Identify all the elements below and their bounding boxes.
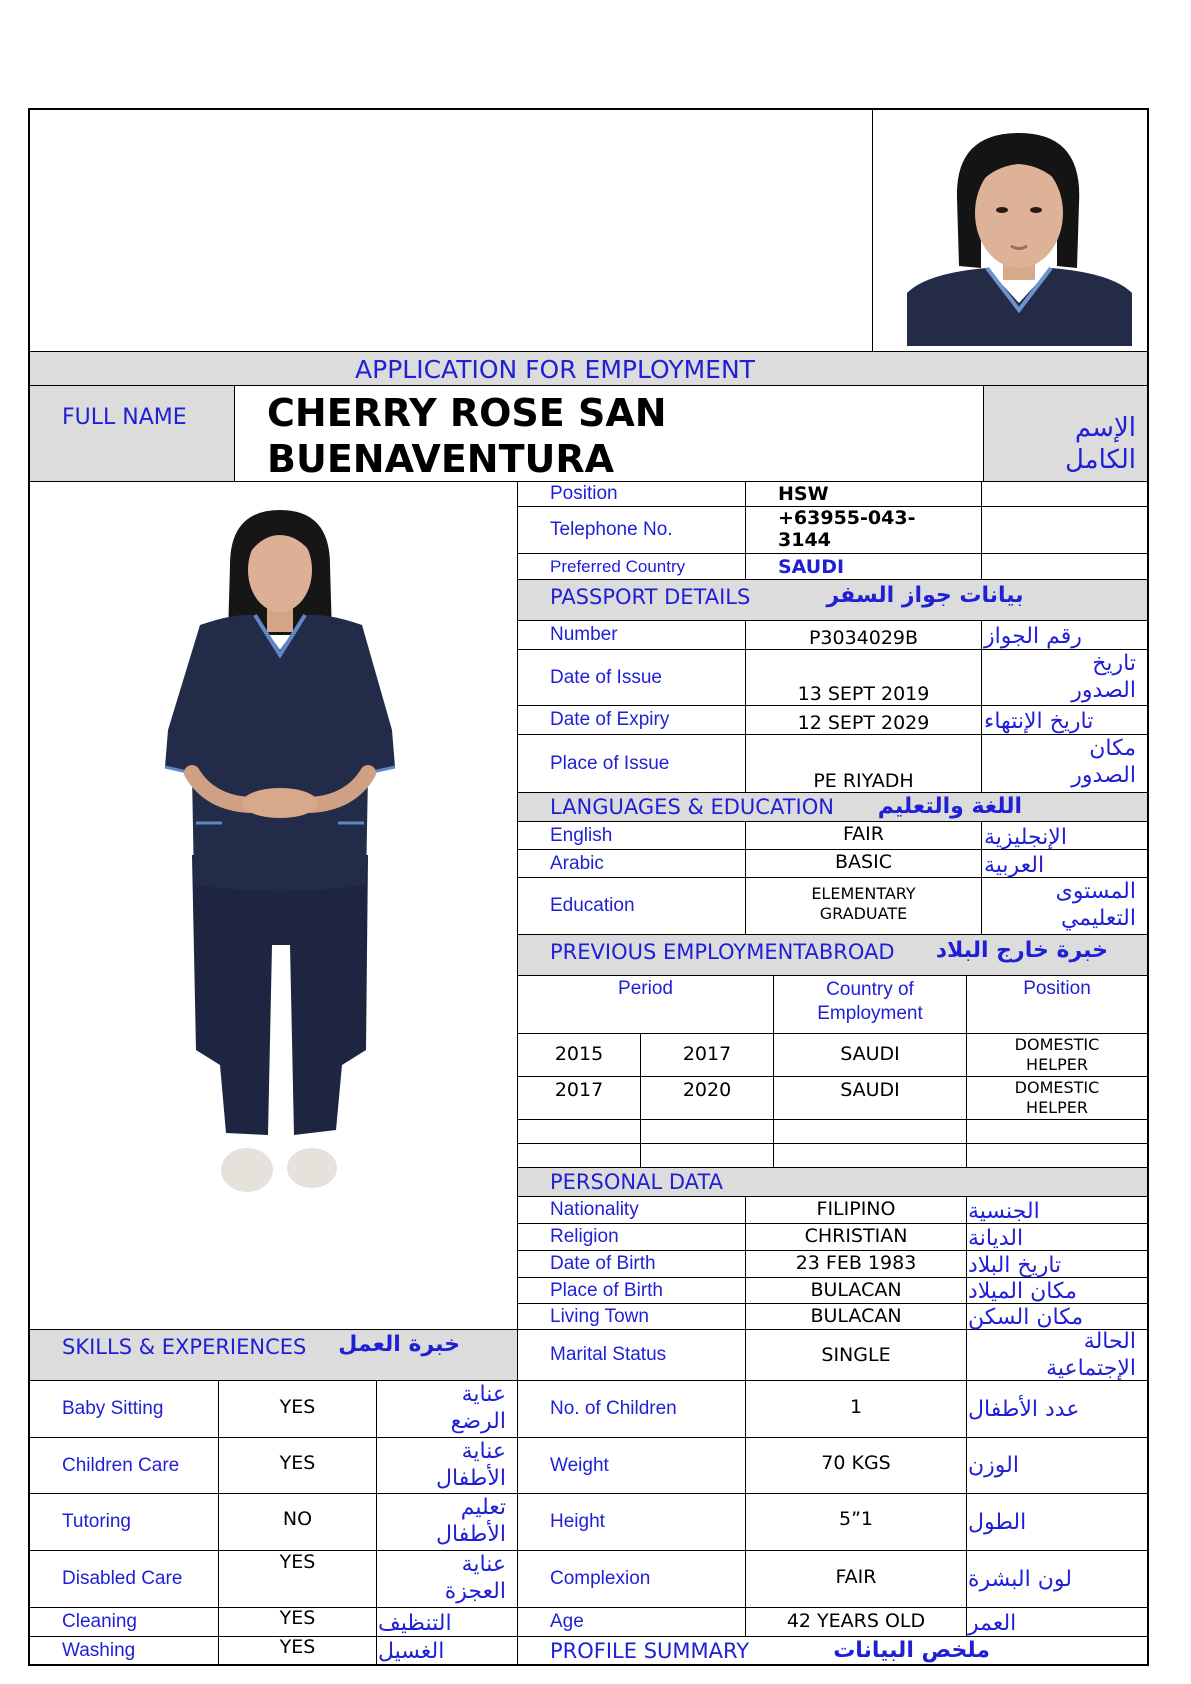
employment-row-1-from: 2015 xyxy=(554,1043,604,1065)
skills-section-title-ar: خبرة العمل xyxy=(338,1332,460,1357)
education-value: ELEMENTARY GRADUATE xyxy=(811,884,916,923)
children-count-label-ar: عدد الأطفال xyxy=(968,1396,1080,1422)
skill-washing-label-ar: الغسيل xyxy=(378,1638,445,1664)
date-of-birth-label: Date of Birth xyxy=(550,1253,656,1274)
passport-section-title: PASSPORT DETAILS xyxy=(550,585,751,609)
full-name-line1: CHERRY ROSE SAN xyxy=(267,391,667,435)
skill-cleaning-value: YES xyxy=(279,1607,316,1629)
living-town-value: BULACAN xyxy=(810,1304,902,1327)
height-label-ar: الطول xyxy=(968,1509,1027,1535)
place-of-issue-label: Place of Issue xyxy=(550,752,670,774)
age-label-ar: العمر xyxy=(968,1610,1017,1636)
telephone-label: Telephone No. xyxy=(550,519,673,540)
date-of-issue-label-ar: تاريخ الصدور xyxy=(1071,651,1136,703)
age-label: Age xyxy=(550,1611,584,1632)
skill-tutoring-label-ar: تعليم الأطفال xyxy=(436,1495,506,1547)
skill-washing-value: YES xyxy=(279,1636,316,1658)
date-of-birth-value: 23 FEB 1983 xyxy=(795,1252,917,1274)
employment-row-1-to: 2017 xyxy=(682,1043,732,1065)
religion-label: Religion xyxy=(550,1226,619,1247)
skill-children-care-label: Children Care xyxy=(62,1454,180,1476)
full-name-label: FULL NAME xyxy=(62,404,187,430)
position-value: HSW xyxy=(778,483,829,505)
arabic-value: BASIC xyxy=(835,851,892,873)
arabic-label-ar: العربية xyxy=(984,852,1045,878)
education-label: Education xyxy=(550,895,635,916)
children-count-value: 1 xyxy=(849,1396,863,1418)
skill-tutoring-value: NO xyxy=(282,1508,313,1530)
date-of-expiry-label-ar: تاريخ الإنتهاء xyxy=(984,708,1094,734)
full-name-line2: BUENAVENTURA xyxy=(267,437,615,481)
place-of-issue-value: PE RIYADH xyxy=(813,770,914,792)
marital-status-label: Marital Status xyxy=(550,1344,667,1365)
complexion-label-ar: لون البشرة xyxy=(968,1566,1072,1592)
position-label: Position xyxy=(550,483,618,504)
personal-data-section-title: PERSONAL DATA xyxy=(550,1170,723,1194)
religion-label-ar: الديانة xyxy=(968,1225,1024,1251)
skill-disabled-care-label: Disabled Care xyxy=(62,1568,183,1589)
age-value: 42 YEARS OLD xyxy=(786,1610,926,1632)
weight-label-ar: الوزن xyxy=(968,1453,1019,1478)
date-of-expiry-label: Date of Expiry xyxy=(550,709,670,730)
skills-section-title: SKILLS & EXPERIENCES xyxy=(62,1335,307,1359)
place-of-issue-label-ar: مكان الصدور xyxy=(1071,736,1136,788)
skill-baby-sitting-value: YES xyxy=(279,1396,316,1418)
telephone-value: +63955-043- 3144 xyxy=(778,507,916,551)
passport-section-title-ar: بيانات جواز السفر xyxy=(826,582,1024,608)
employment-row-1-position: DOMESTIC HELPER xyxy=(1014,1035,1100,1074)
nationality-label-ar: الجنسية xyxy=(968,1198,1040,1224)
place-of-birth-label-ar: مكان الميلاد xyxy=(968,1279,1077,1304)
date-of-issue-value: 13 SEPT 2019 xyxy=(797,683,930,705)
headshot-photo xyxy=(907,128,1132,346)
form-title: APPLICATION FOR EMPLOYMENT xyxy=(355,354,755,384)
living-town-label-ar: مكان السكن xyxy=(968,1305,1084,1330)
employment-row-2-to: 2020 xyxy=(682,1079,732,1101)
position-column-header: Position xyxy=(1023,978,1091,999)
skill-washing-label: Washing xyxy=(62,1639,136,1661)
date-of-birth-label-ar: تاريخ البلاد xyxy=(968,1252,1062,1278)
employment-row-2-position: DOMESTIC HELPER xyxy=(1014,1078,1100,1117)
full-name-label-ar: الإسم الكامل xyxy=(1064,413,1136,475)
languages-section-title-ar: اللغة والتعليم xyxy=(877,793,1022,819)
weight-label: Weight xyxy=(550,1454,609,1476)
employment-row-2-from: 2017 xyxy=(554,1079,604,1101)
skill-children-care-label-ar: عناية الأطفال xyxy=(436,1439,506,1491)
education-label-ar: المستوى التعليمي xyxy=(1055,879,1136,931)
preferred-country-label: Preferred Country xyxy=(550,556,686,576)
religion-value: CHRISTIAN xyxy=(804,1225,908,1247)
profile-summary-title-ar: ملخص البيانات xyxy=(833,1637,990,1663)
marital-status-label-ar: الحالة الإجتماعية xyxy=(1046,1329,1136,1381)
arabic-label: Arabic xyxy=(550,852,604,874)
passport-number-label-ar: رقم الجواز xyxy=(984,623,1082,649)
skill-children-care-value: YES xyxy=(279,1452,316,1474)
living-town-label: Living Town xyxy=(550,1305,649,1327)
employment-row-1-country: SAUDI xyxy=(840,1043,900,1065)
profile-summary-title: PROFILE SUMMARY xyxy=(550,1638,750,1663)
country-column-header: Country of Employment xyxy=(817,979,923,1024)
height-label: Height xyxy=(550,1511,605,1532)
weight-value: 70 KGS xyxy=(821,1452,891,1474)
marital-status-value: SINGLE xyxy=(821,1344,891,1366)
preferred-country-value: SAUDI xyxy=(778,555,845,578)
skill-baby-sitting-label: Baby Sitting xyxy=(62,1398,164,1419)
skill-tutoring-label: Tutoring xyxy=(62,1511,131,1532)
place-of-birth-label: Place of Birth xyxy=(550,1279,663,1301)
employment-row-2-country: SAUDI xyxy=(840,1079,900,1101)
employment-section-title: PREVIOUS EMPLOYMENTABROAD xyxy=(550,940,895,964)
full-body-photo xyxy=(130,505,430,1195)
skill-cleaning-label: Cleaning xyxy=(62,1611,137,1632)
nationality-value: FILIPINO xyxy=(816,1198,896,1220)
english-label: English xyxy=(550,824,613,846)
english-label-ar: الإنجليزية xyxy=(984,824,1067,850)
employment-section-title-ar: خبرة خارج البلاد xyxy=(935,937,1108,963)
nationality-label: Nationality xyxy=(550,1199,639,1220)
passport-number-label: Number xyxy=(550,624,618,645)
full-name-value xyxy=(267,390,967,482)
passport-number-value: P3034029B xyxy=(808,627,919,649)
languages-section-title: LANGUAGES & EDUCATION xyxy=(550,795,834,819)
height-value: 5”1 xyxy=(838,1508,874,1530)
place-of-birth-value: BULACAN xyxy=(810,1278,902,1301)
skill-disabled-care-value: YES xyxy=(279,1551,316,1573)
children-count-label: No. of Children xyxy=(550,1398,677,1419)
skill-disabled-care-label-ar: عناية العجزة xyxy=(444,1552,506,1604)
english-value: FAIR xyxy=(843,823,884,845)
date-of-expiry-value: 12 SEPT 2029 xyxy=(797,712,930,734)
complexion-value: FAIR xyxy=(835,1566,877,1588)
period-column-header: Period xyxy=(618,978,673,999)
skill-baby-sitting-label-ar: عناية الرضع xyxy=(450,1382,506,1434)
skill-cleaning-label-ar: التنظيف xyxy=(378,1610,452,1636)
date-of-issue-label: Date of Issue xyxy=(550,666,662,688)
complexion-label: Complexion xyxy=(550,1568,651,1589)
